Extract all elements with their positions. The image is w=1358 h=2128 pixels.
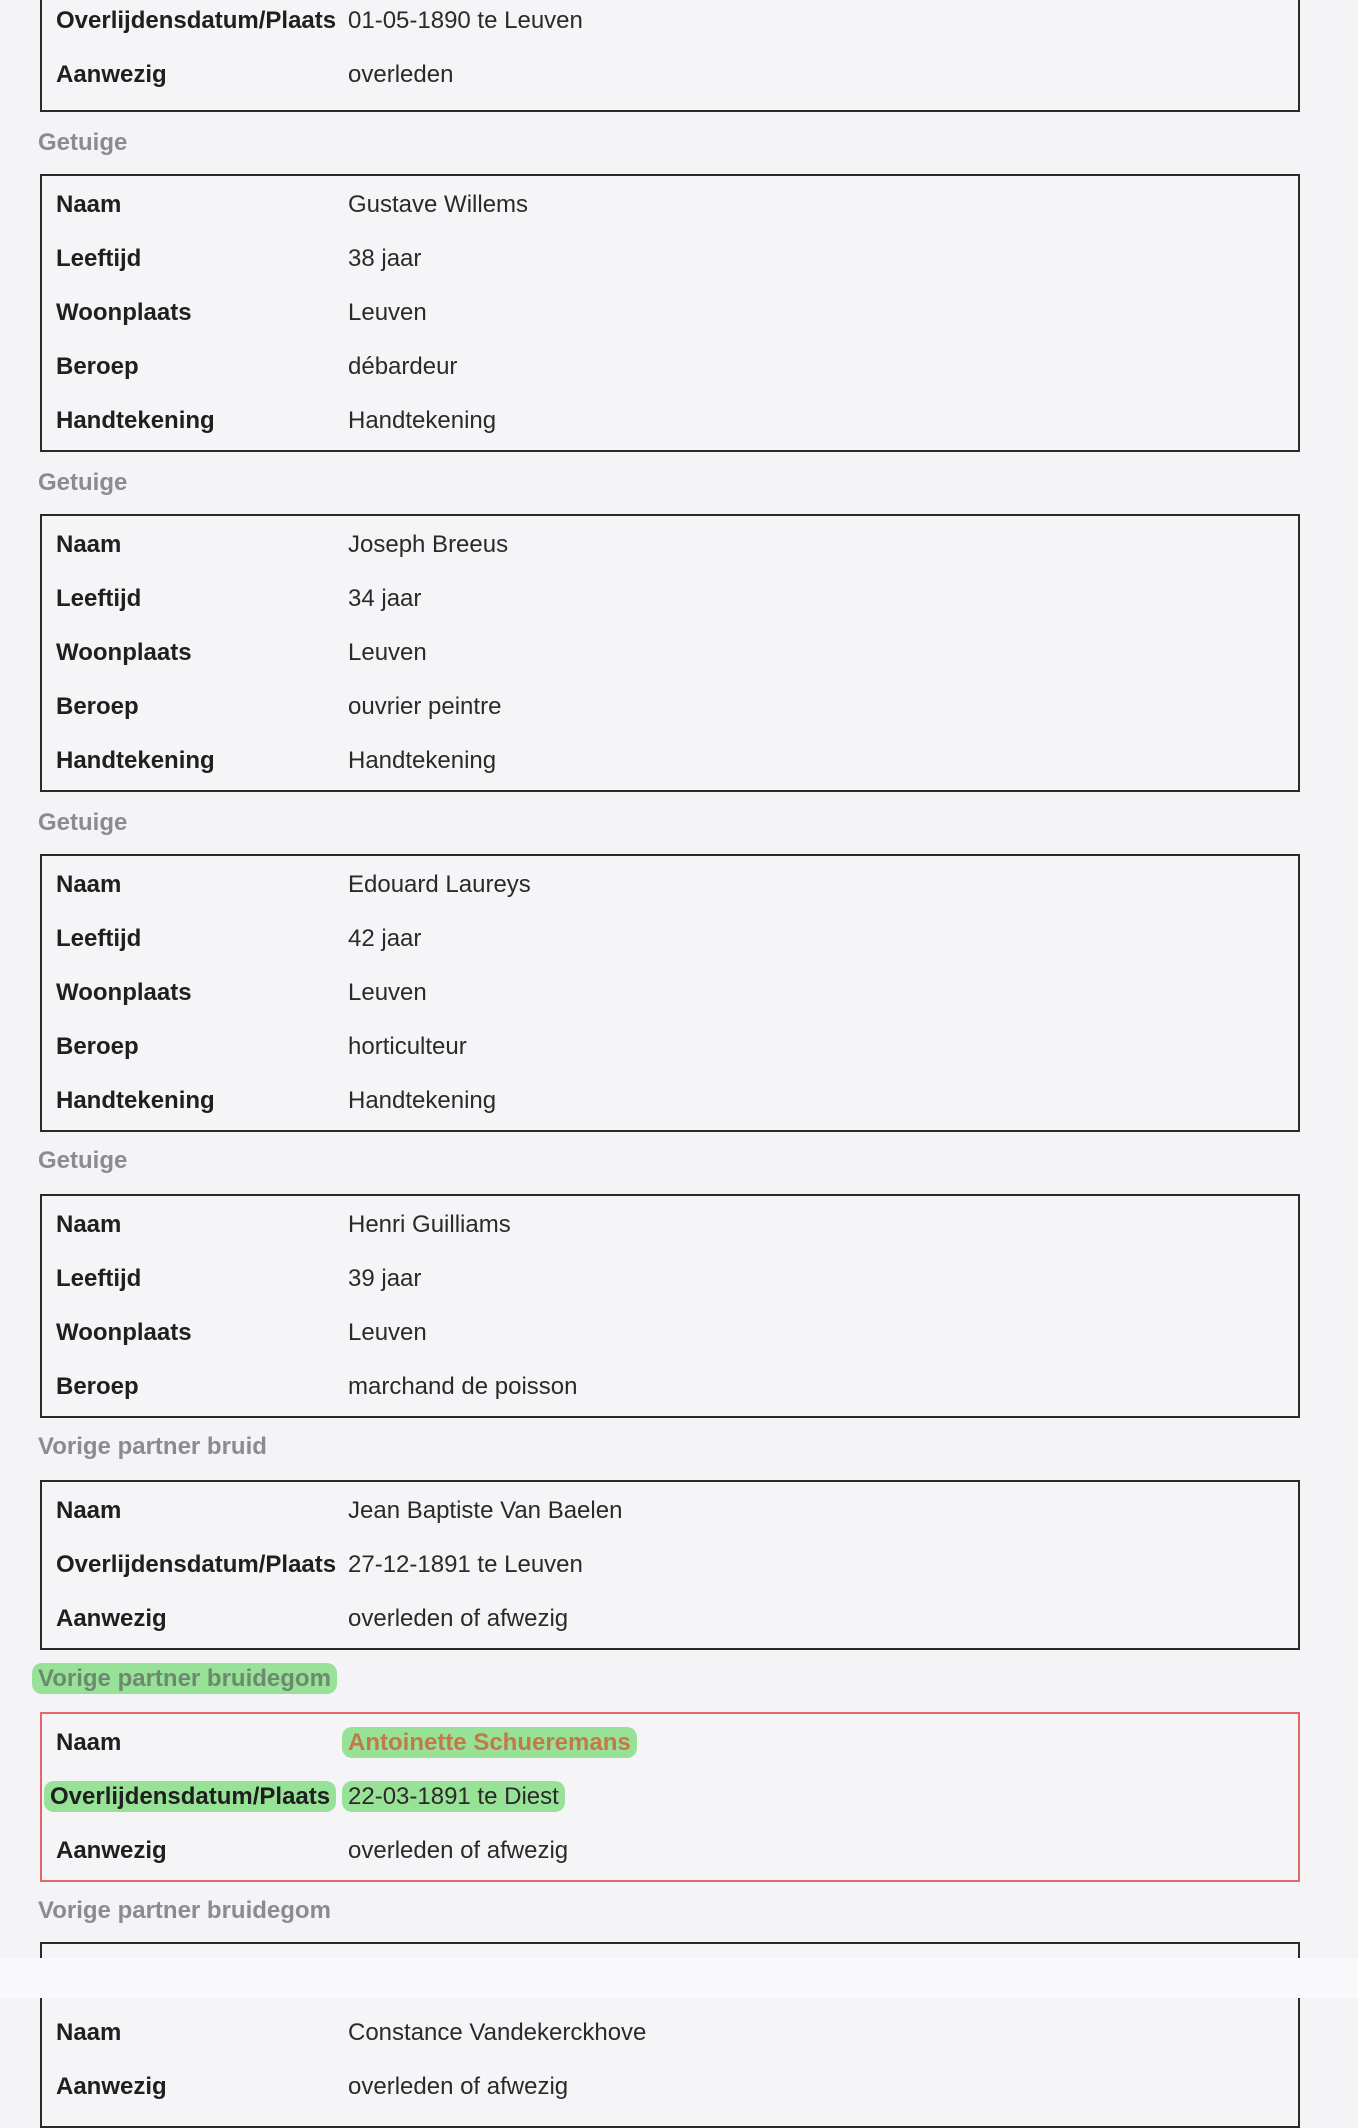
row-naam <box>42 190 1298 220</box>
field-label: Handtekening <box>56 747 215 774</box>
row-beroep <box>42 352 1298 382</box>
field-value: ouvrier peintre <box>348 693 502 720</box>
field-label: Aanwezig <box>56 2073 167 2100</box>
row-aanwezig <box>42 1604 1298 1634</box>
field-value <box>348 1782 565 1812</box>
field-label: Naam <box>56 1211 122 1238</box>
field-value: 27-12-1891 te Leuven <box>348 1551 583 1578</box>
row-aanwezig <box>42 60 1298 90</box>
field-label: Leeftijd <box>56 925 142 952</box>
row-naam <box>42 2018 1298 2048</box>
field-label: Naam <box>56 531 122 558</box>
field-label: Handtekening <box>56 407 215 434</box>
field-value: Leuven <box>348 639 427 666</box>
row-naam <box>42 870 1298 900</box>
field-label <box>50 1782 336 1812</box>
field-value: overleden of afwezig <box>348 1605 569 1632</box>
highlighted-title: Vorige partner bruidegom <box>32 1663 337 1694</box>
field-value: overleden of afwezig <box>348 2073 569 2100</box>
field-value: Joseph Breeus <box>348 531 509 558</box>
field-label: Naam <box>56 2019 122 2046</box>
row-leeftijd <box>42 244 1298 274</box>
row-leeftijd <box>42 584 1298 614</box>
highlighted-name: Antoinette Schueremans <box>342 1727 637 1758</box>
field-label: Leeftijd <box>56 1265 142 1292</box>
row-handtekening <box>42 746 1298 776</box>
field-value: overleden <box>348 61 454 88</box>
field-value: Handtekening <box>348 747 497 774</box>
section-title-getuige: Getuige <box>38 469 128 496</box>
record-box-getuige-2 <box>40 514 1300 792</box>
field-value: Leuven <box>348 979 427 1006</box>
field-value: 34 jaar <box>348 585 422 612</box>
record-box-previous-partner-top <box>40 0 1300 112</box>
row-leeftijd <box>42 1264 1298 1294</box>
row-beroep <box>42 692 1298 722</box>
record-box-getuige-1 <box>40 174 1300 452</box>
field-label: Beroep <box>56 1373 139 1400</box>
row-naam <box>42 1496 1298 1526</box>
field-label: Woonplaats <box>56 1319 192 1346</box>
record-box-getuige-3 <box>40 854 1300 1132</box>
field-label: Beroep <box>56 1033 139 1060</box>
field-value: Edouard Laureys <box>348 871 531 898</box>
field-value-highlighted <box>348 1728 637 1758</box>
field-value: 38 jaar <box>348 245 422 272</box>
section-title-vorige-partner-bruidegom <box>38 1664 337 1694</box>
row-beroep <box>42 1372 1298 1402</box>
row-handtekening <box>42 406 1298 436</box>
field-value: marchand de poisson <box>348 1373 578 1400</box>
field-label: Aanwezig <box>56 1837 167 1864</box>
row-naam <box>42 1728 1298 1758</box>
field-label: Beroep <box>56 693 139 720</box>
section-title-vorige-partner-bruidegom: Vorige partner bruidegom <box>38 1897 331 1924</box>
scan-seam <box>0 1958 1358 1998</box>
record-box-vorige-partner-bruidegom <box>40 1998 1300 2128</box>
field-label: Naam <box>56 871 122 898</box>
row-aanwezig <box>42 2072 1298 2102</box>
field-label: Aanwezig <box>56 1605 167 1632</box>
row-woonplaats <box>42 638 1298 668</box>
field-label: Leeftijd <box>56 585 142 612</box>
field-value: 39 jaar <box>348 1265 422 1292</box>
field-value: débardeur <box>348 353 458 380</box>
row-beroep <box>42 1032 1298 1062</box>
section-title-getuige: Getuige <box>38 1147 128 1174</box>
field-value: Leuven <box>348 1319 427 1346</box>
field-value: Handtekening <box>348 407 497 434</box>
field-value: Jean Baptiste Van Baelen <box>348 1497 623 1524</box>
field-value: 42 jaar <box>348 925 422 952</box>
row-woonplaats <box>42 298 1298 328</box>
row-naam <box>42 1210 1298 1240</box>
field-value: Constance Vandekerckhove <box>348 2019 647 2046</box>
highlighted-value: 22-03-1891 te Diest <box>342 1781 565 1812</box>
field-value: overleden of afwezig <box>348 1837 569 1864</box>
row-aanwezig <box>42 1836 1298 1866</box>
record-box-vorige-partner-bruidegom-highlighted <box>40 1712 1300 1882</box>
row-woonplaats <box>42 1318 1298 1348</box>
field-label: Woonplaats <box>56 979 192 1006</box>
field-value: Gustave Willems <box>348 191 529 218</box>
section-title-getuige: Getuige <box>38 129 128 156</box>
field-value: Handtekening <box>348 1087 497 1114</box>
field-label: Handtekening <box>56 1087 215 1114</box>
record-box-vorige-partner-bruid <box>40 1480 1300 1650</box>
field-value: horticulteur <box>348 1033 467 1060</box>
field-label: Woonplaats <box>56 639 192 666</box>
highlighted-label: Overlijdensdatum/Plaats <box>44 1781 336 1812</box>
row-naam <box>42 530 1298 560</box>
row-overlijdensdatum <box>42 6 1298 36</box>
field-label: Overlijdensdatum/Plaats <box>56 1551 337 1578</box>
row-overlijdensdatum <box>42 1550 1298 1580</box>
row-woonplaats <box>42 978 1298 1008</box>
field-value: 01-05-1890 te Leuven <box>348 7 583 34</box>
field-value: Leuven <box>348 299 427 326</box>
field-label: Beroep <box>56 353 139 380</box>
field-label: Naam <box>56 1497 122 1524</box>
field-label: Naam <box>56 1729 122 1756</box>
field-value: Henri Guilliams <box>348 1211 511 1238</box>
section-title-getuige: Getuige <box>38 809 128 836</box>
row-leeftijd <box>42 924 1298 954</box>
row-overlijdensdatum-highlighted <box>42 1782 1298 1812</box>
field-label: Naam <box>56 191 122 218</box>
field-label: Overlijdensdatum/Plaats <box>56 7 337 34</box>
field-label: Leeftijd <box>56 245 142 272</box>
field-label: Aanwezig <box>56 61 167 88</box>
field-label: Woonplaats <box>56 299 192 326</box>
record-box-getuige-4 <box>40 1194 1300 1418</box>
section-title-vorige-partner-bruid: Vorige partner bruid <box>38 1433 267 1460</box>
row-handtekening <box>42 1086 1298 1116</box>
